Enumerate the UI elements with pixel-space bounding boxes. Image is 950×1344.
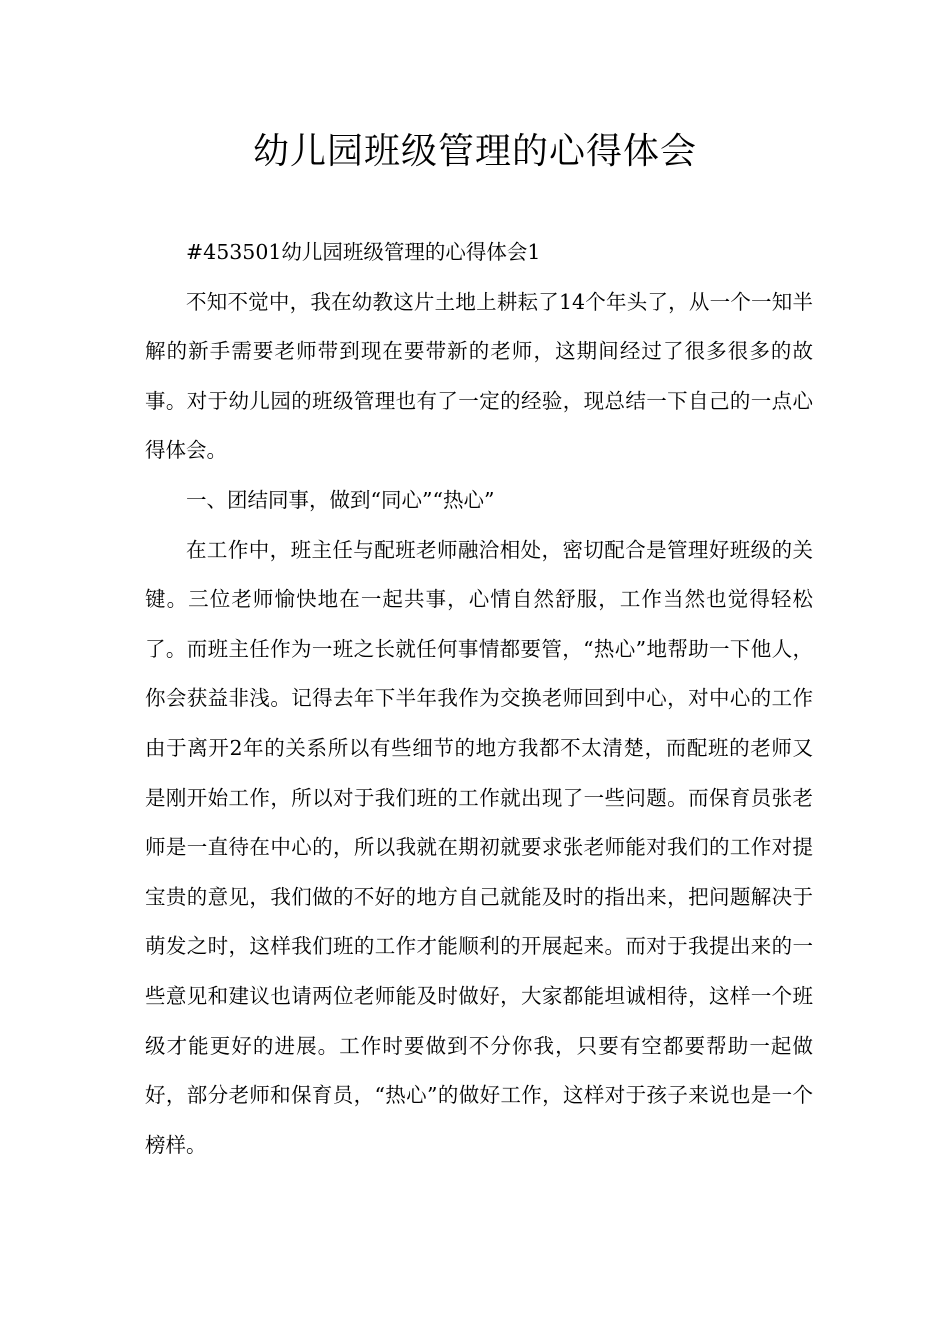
- document-title: 幼儿园班级管理的心得体会: [252, 131, 697, 172]
- paragraph-heading-ref: #453501幼儿园班级管理的心得体会1: [186, 240, 541, 264]
- document-body: [145, 228, 813, 1170]
- section-heading-1: 一、团结同事，做到“同心”“热心”: [186, 487, 495, 512]
- paragraph-section-1: 在工作中，班主任与配班老师融洽相处，密切配合是管理好班级的关键。三位老师愉快地在一起共事，心情自然舒服，工作当然也觉得轻松了。而班主任作为一班之长就任何事情都要管，“热心”地帮助一下他人，你会获益非浅。记得去年下半年我作为交换老师回到中心，对中心的工作由于离开2年的关系所以有些细节的地方我都不太清楚，而配班的老师又是刚开始工作，所以对于我们班的工作就出现了一些问题。而保育员张老师是一直待在中心的，所以我就在期初就要求张老师能对我们的工作对提宝贵的意见，我们做的不好的地方自己就能及时的指出来，把问题解决于萌发之时，这样我们班的工作才能顺利的开展起来。而对于我提出来的一些意见和建议也请两位老师能及时做好，大家都能坦诚相待，这样一个班级才能更好的进展。工作时要做到不分你我，只要有空都要帮助一起做好，部分老师和保育员，“热心”的做好工作，这样对于孩子来说也是一个榜样。: [145, 537, 813, 1157]
- paragraph-intro: 不知不觉中，我在幼教这片土地上耕耘了14个年头了，从一个一知半解的新手需要老师带到现在要带新的老师，这期间经过了很多很多的故事。对于幼儿园的班级管理也有了一定的经验，现总结一下自己的一点心得体会。: [145, 289, 813, 463]
